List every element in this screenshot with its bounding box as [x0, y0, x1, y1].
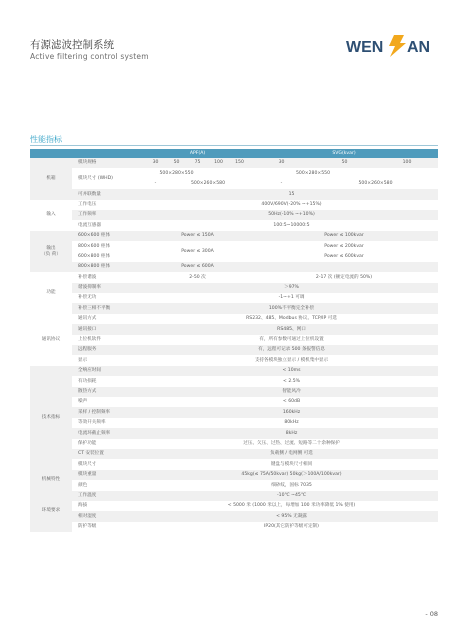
table-row [30, 283, 438, 293]
section-divider [30, 145, 438, 146]
cell-ct-install: 负载侧 / 电网侧 可选 [145, 449, 438, 459]
cell-module-apf-100: 100 [208, 158, 229, 168]
cell-freq: 50Hz(-10% ~+10%) [145, 210, 438, 220]
cell-ct: 100:5~10000:5 [273, 222, 310, 228]
cell-module-apf-75: 75 [187, 158, 208, 168]
cell-dims-svg-blank [376, 168, 438, 178]
row-category-output [30, 231, 72, 273]
cell-unbalance: 100%不平衡完全补偿 [145, 303, 438, 313]
row-category-frame: 机箱 [30, 158, 72, 200]
row-label-filter-rate: 有功损耗 [78, 378, 97, 384]
cell-remote: 有，远程可记录 500 条报警信息 [145, 345, 438, 355]
table-row [30, 231, 438, 241]
row-label-response: 全响应时间 [72, 366, 145, 376]
cell-dims-apf-2: 500×260×580 [190, 181, 225, 187]
table-header-row [30, 149, 438, 158]
table-row [30, 501, 438, 511]
row-label-cooling: 散热方式 [72, 387, 145, 397]
row-label-parallel: 可并联数量 [72, 189, 145, 199]
row-label-size: 模块尺寸 [78, 461, 97, 467]
table-row [30, 428, 438, 438]
table-row [30, 210, 438, 220]
table-row [30, 355, 438, 365]
brand-logo [346, 32, 438, 58]
cell-apf-600: Power ≤ 600A [145, 262, 250, 272]
cell-host-software: 有，所有参数可通过上位机设置 [259, 337, 324, 343]
row-label-comm-mode: 通讯方式 [78, 316, 97, 322]
cell-filter-rate: < 2.5% [283, 378, 300, 384]
row-label-sampling: 采样 / 控制频率 [72, 407, 145, 417]
row-category-input: 输入 [46, 212, 56, 218]
table-row [30, 168, 438, 178]
cell-ip: IP20(其它防护等级可定制) [264, 524, 319, 530]
row-label-altitude: 海拔 [78, 503, 88, 509]
row-label-ip: 防护等级 [78, 524, 97, 530]
document-subtitle: Active filtering control system [30, 52, 149, 61]
table-row [30, 387, 438, 397]
cell-temp: -10℃ ~45℃ [145, 491, 438, 501]
page-number: - 08 [425, 610, 438, 618]
cell-comm-port: RS485、网口 [145, 324, 438, 334]
cell-size: 键盘与模块尺寸相同 [270, 461, 313, 467]
lightning-bolt-icon [389, 35, 406, 57]
row-label-noise: 噪声 [78, 399, 88, 405]
cell-comm-mode: RS232、485、Modbus 协议、TCP/IP 可选 [246, 316, 337, 322]
row-label-reactive: 补偿无功 [78, 295, 97, 301]
row-category-environment: 环境要求 [30, 491, 72, 533]
row-label-unbalance: 补偿三相不平衡 [72, 303, 145, 313]
table-row [30, 262, 438, 272]
row-label-harmonic-range: 补偿谐波 [78, 274, 97, 280]
row-category-communication: 通讯协议 [41, 337, 61, 343]
document-title: 有源滤波控制系统 [30, 39, 114, 51]
output-label-line1: 输出 [46, 245, 56, 251]
row-label-cabinet-600x600: 600×600 柜体 [72, 231, 145, 241]
cell-weight: 45kg(≤ 75A/50kvar) 50kg(＞100A/100kvar) [145, 470, 438, 480]
cell-protection: 过压、欠压、过热、过流、短路等二十余种保护 [243, 440, 340, 446]
cell-dims-apf-dash: - [154, 181, 157, 187]
row-label-dims: 模块尺寸 (WHD) [78, 175, 113, 181]
row-label-work-voltage: 工作电压 [78, 201, 97, 207]
row-label-cabinet-800x600: 800×600 柜体 [78, 243, 111, 249]
apf-header: APF(A) [145, 149, 250, 158]
cell-module-svg-50: 50 [313, 158, 376, 168]
row-label-current-res: 电流环截止频率 [72, 428, 145, 438]
table-row [30, 418, 438, 428]
row-label-module-spec: 模块规格 [72, 158, 145, 168]
cell-module-apf-30: 30 [145, 158, 166, 168]
cell-parallel: 15 [145, 189, 438, 199]
row-label-display: 显示 [78, 357, 88, 363]
table-row [30, 491, 438, 501]
cell-harmonic-range-svg: 2-17 次 (额定电流的 50%) [315, 274, 373, 280]
row-label-switch-freq: 等效开关频率 [78, 420, 106, 426]
cell-altitude: < 5000 米 (1000 米以上，每增加 100 米功率降低 1% 使用) [227, 503, 356, 509]
table-row [30, 522, 438, 532]
cell-response: < 10ms [145, 366, 438, 376]
cell-apf-150: Power ≤ 150A [145, 231, 250, 241]
table-row [30, 200, 438, 210]
cell-svg-200: Power ≤ 200kvar [324, 243, 364, 249]
table-row [30, 439, 438, 449]
cell-svg-100: Power ≤ 100kvar [250, 231, 438, 241]
table-row [30, 511, 438, 521]
table-row [30, 366, 438, 376]
cell-dims-apf-1: 500×280×550 [159, 170, 194, 176]
row-category-function: 功能 [46, 290, 56, 296]
cell-work-voltage: 400V/690V(-20% ~+15%) [261, 201, 322, 207]
logo-text-right: AN [407, 39, 431, 56]
section-title: 性能指标 [30, 135, 62, 144]
cell-module-apf-50: 50 [166, 158, 187, 168]
table-row [30, 459, 438, 469]
table-row [30, 158, 438, 168]
table-row [30, 220, 438, 230]
cell-apf-300: Power ≤ 300A [181, 248, 214, 254]
table-row [30, 189, 438, 199]
table-row [30, 397, 438, 407]
spec-table [30, 149, 438, 532]
logo-text-left: WEN [346, 39, 384, 56]
table-row [30, 241, 438, 251]
cell-module-svg-100: 100 [376, 158, 438, 168]
cell-dims-apf-blank [208, 168, 250, 178]
cell-cooling: 智能风冷 [145, 387, 438, 397]
row-label-ct-install: CT 安装位置 [72, 449, 145, 459]
cell-harmonic: ＞97% [145, 283, 438, 293]
table-row [30, 324, 438, 334]
cell-sampling: 160kHz [145, 407, 438, 417]
table-row [30, 335, 438, 345]
table-row [30, 449, 438, 459]
row-label-ct: 电流互感器 [78, 222, 101, 228]
cell-switch-freq: 80kHz [284, 420, 299, 426]
cell-dims-svg-2: 500×260×580 [358, 181, 393, 187]
cell-module-svg-30: 30 [250, 158, 313, 168]
cell-dims-svg-dash: - [280, 181, 283, 187]
cell-harmonic-range-apf: 2-50 次 [189, 274, 206, 280]
table-row [30, 480, 438, 490]
cell-svg-blank [250, 262, 438, 272]
cell-color: 细砂纹，国标 7035 [271, 482, 312, 488]
row-label-color: 颜色 [78, 482, 88, 488]
cell-current-res: 8kHz [145, 428, 438, 438]
cell-dims-svg-1: 500×280×550 [295, 170, 330, 176]
table-row [30, 470, 438, 480]
row-label-cabinet-800x800: 800×800 柜体 [72, 262, 145, 272]
row-label-comm-port: 通讯接口 [72, 324, 145, 334]
row-label-protection: 保护功能 [78, 440, 97, 446]
table-row [30, 314, 438, 324]
row-label-remote: 远程服务 [72, 345, 145, 355]
table-row [30, 407, 438, 417]
cell-module-apf-150: 150 [229, 158, 250, 168]
table-row [30, 272, 438, 282]
row-category-mechanical: 机械特性 [30, 470, 72, 491]
table-row [30, 293, 438, 303]
cell-svg-600: Power ≤ 600kvar [324, 253, 364, 259]
row-category-technical: 技术指标 [30, 366, 72, 470]
svg-header: SVG(kvar) [250, 149, 438, 158]
table-row [30, 376, 438, 386]
row-label-humidity: 相对湿度 [72, 511, 145, 521]
row-label-weight: 模块重量 [72, 470, 145, 480]
cell-reactive: -1~+1 可调 [278, 295, 305, 301]
output-label-line2: （负 荷） [41, 251, 61, 257]
row-label-harmonic: 谐波抑制率 [72, 283, 145, 293]
cell-display: 支持各模块独立显示 / 模机集中显示 [254, 357, 329, 363]
cell-humidity: < 95% 无凝露 [145, 511, 438, 521]
row-label-host-software: 上位机软件 [78, 337, 101, 343]
cell-noise: < 60dB [282, 399, 301, 405]
table-row [30, 303, 438, 313]
table-row [30, 345, 438, 355]
row-label-cabinet-600x800: 600×800 柜体 [78, 253, 111, 259]
row-label-temp: 工作温度 [72, 491, 145, 501]
row-label-freq: 工作频率 [72, 210, 145, 220]
